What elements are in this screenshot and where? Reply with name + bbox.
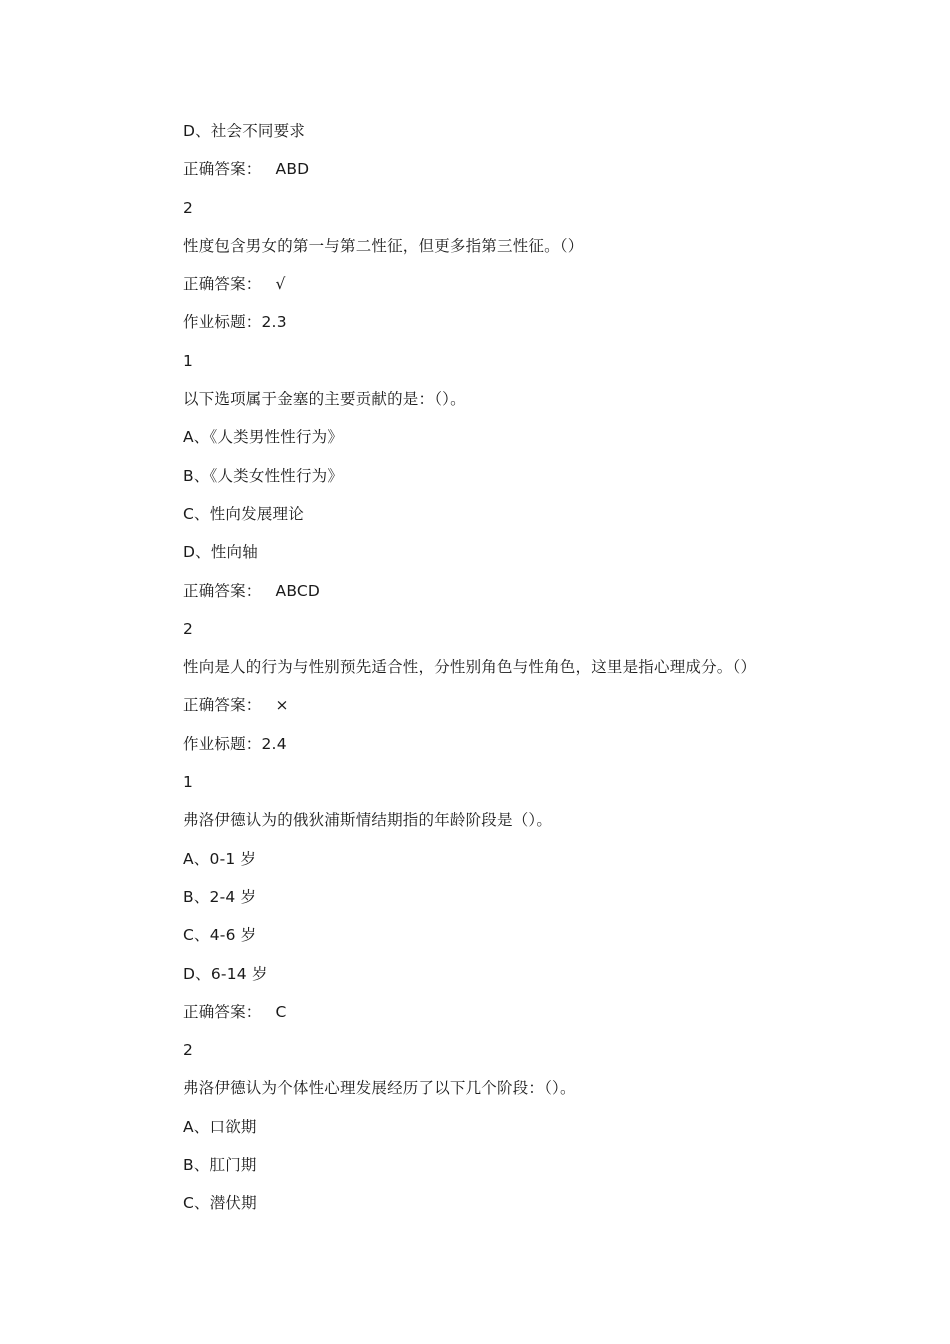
answer-value: × — [275, 696, 289, 715]
answer-line — [183, 692, 883, 730]
question-number: 2 — [183, 619, 194, 638]
question-text: 性度包含男女的第一与第二性征，但更多指第三性征。（） — [183, 236, 584, 255]
option-text: C、4-6 岁 — [183, 926, 257, 945]
option-text: C、性向发展理论 — [183, 504, 304, 523]
option-text: D、社会不同要求 — [183, 122, 306, 140]
option-text: A、《人类男性性行为》 — [183, 428, 344, 447]
option-text: B、2-4 岁 — [183, 887, 257, 906]
section-heading: 作业标题：2.3 — [183, 313, 287, 332]
answer-line — [183, 999, 883, 1037]
section-heading: 作业标题：2.4 — [183, 734, 287, 753]
document-body — [183, 118, 883, 1229]
answer-label: 正确答案： — [183, 696, 262, 715]
answer-value: C — [275, 1002, 287, 1021]
answer-line — [183, 578, 883, 616]
question-text: 以下选项属于金塞的主要贡献的是：（）。 — [183, 390, 466, 409]
answer-label: 正确答案： — [183, 160, 262, 179]
option-text: A、口欲期 — [183, 1117, 257, 1136]
answer-value: ABD — [275, 160, 310, 179]
option-text: D、性向轴 — [183, 543, 258, 562]
option-text: D、6-14 岁 — [183, 964, 268, 983]
answer-line — [183, 271, 883, 309]
answer-value: √ — [275, 275, 286, 294]
answer-label: 正确答案： — [183, 581, 262, 600]
option-text: C、潜伏期 — [183, 1194, 257, 1213]
answer-label: 正确答案： — [183, 1002, 262, 1021]
option-text: B、肛门期 — [183, 1156, 257, 1175]
question-number: 2 — [183, 198, 194, 217]
question-text: 弗洛伊德认为的俄狄浦斯情结期指的年龄阶段是（）。 — [183, 811, 553, 830]
answer-label: 正确答案： — [183, 275, 262, 294]
option-text: B、《人类女性性行为》 — [183, 466, 344, 485]
question-text: 弗洛伊德认为个体性心理发展经历了以下几个阶段：（）。 — [183, 1079, 576, 1098]
question-number: 2 — [183, 1041, 194, 1060]
question-number: 1 — [183, 351, 194, 370]
answer-value: ABCD — [275, 581, 321, 600]
option-text: A、0-1 岁 — [183, 849, 257, 868]
question-number: 1 — [183, 773, 194, 792]
answer-line — [183, 156, 883, 194]
question-text: 性向是人的行为与性别预先适合性，分性别角色与性角色，这里是指心理成分。（） — [183, 658, 757, 677]
